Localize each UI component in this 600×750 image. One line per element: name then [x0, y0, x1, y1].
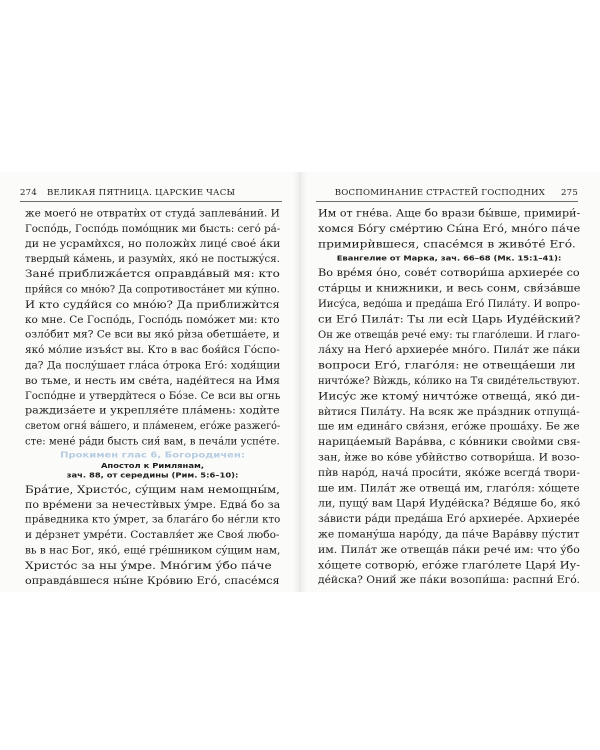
heading-line: Апостол к Римлянам, — [100, 461, 205, 470]
heading-line: зач. 88, от середины (Рим. 5:6–10): — [66, 470, 239, 479]
faded-show-through-text: Прокимен глас 6, Богородичен: — [60, 450, 245, 460]
text-line: Им от гнéва. Аще бо врази бы́вше, примири́- — [318, 207, 581, 220]
body-text-left — [25, 206, 280, 588]
text-line: Брáтие, Христóс, сýщим нам немощны́м, — [25, 483, 280, 496]
text-line: дéйска? Оний́ же пáки возопи́ша: распни́ Егó. — [318, 574, 580, 586]
text-line: Во врéмя óно, совéт сотвори́ша архиерéе со — [318, 267, 580, 279]
text-line: хомся Бóгу смéртию Сы́на Егó, мнóго пáче — [318, 222, 581, 235]
text-line: лáху на Негó архиерéе мнóго. Пилáт же пáки — [318, 344, 581, 356]
text-line: Иисýс же ктомý ничтóже отвещá, якó ди- — [318, 390, 580, 402]
text-line: раждизáете и укрепляéте плáмень: ходѝте — [25, 405, 280, 417]
text-line: да? Да послýшает глáса óтрока Егó: ходя́щии — [25, 359, 281, 371]
text-line: оправдáвшеся ны́не Крóвию Егó, спасéмся — [25, 574, 280, 587]
heading-line: Евангелие от Марка, зач. 66–68 (Мк. 15:1–41): — [336, 254, 562, 263]
left-page — [0, 172, 300, 592]
text-line: ше им. Пилáт же отвещá им, глагóля: хóщете — [318, 482, 580, 494]
text-line: же моегó не отвратѝх от студá заплевáний. И — [25, 207, 280, 219]
text-line: Госпóдь, Госпóдь помóщник ми бысть: сегó рá- — [25, 222, 281, 235]
running-title: ВОСПОМИНАНИЕ СТРАСТЕЙ ГОСПОДНИХ — [334, 188, 546, 198]
text-line: вь в нас Бог, якó, ещé грéшником сýщим нам, — [25, 544, 281, 556]
text-line: твердый кáмень, и разумѝх, якó не постыжýся. — [25, 253, 280, 265]
text-line: ко мне. Се Госпóдь, Госпóдь помóжет ми: кто — [25, 313, 280, 326]
body-text-right — [318, 206, 580, 588]
text-line: зан, ѝже во кóве убѝйство сотвори́ша. И возо- — [318, 451, 580, 464]
text-line: пѝв нарóд, начá проси́ти, якóже всегдá твори- — [318, 466, 580, 479]
text-line: сте: менé рáди бысть сия́ вам, в печáли успéте. — [25, 435, 280, 447]
text-line: Он же отвещáв речé ему: ты глагóлеши. И глаго- — [318, 328, 580, 341]
text-line: ше им единáго свя́зня, егóже прошáху. Бе же — [318, 420, 580, 433]
text-line: светом огня́ вáшего, и плáменем, егóже разжегó- — [25, 420, 281, 432]
text-line: Госпóдне и утвердѝтеся о Бóзе. Се вси вы огнь — [25, 389, 281, 402]
section-heading — [318, 252, 580, 266]
text-line: примирѝвшеся, спасéмся в живóтé Егó. — [318, 238, 576, 250]
text-line: Занé приближáется оправдáвый мя: кто — [25, 268, 280, 280]
text-line: ди не усрамѝхся, но положѝх лицé своé áки — [25, 237, 281, 250]
text-line: озлóбит мя? Се вси вы якó рѝза обетшáете, и — [25, 329, 280, 341]
text-line: И кто судя́йся со мнóю? Да приближѝтся — [25, 298, 280, 311]
header-rule — [20, 201, 282, 202]
text-line: пря́йся со мнóю? Да сопротивостáнет ми кýпно. — [25, 283, 280, 295]
text-line: им. Пилáт же отвещáв пáки речé им: что ýбо — [318, 543, 580, 556]
text-line: нарицáемый Варáвва, с кóвники своѝми свя- — [318, 436, 581, 448]
running-title: ВЕЛИКАЯ ПЯТНИЦА. ЦАРСКИЕ ЧАСЫ — [46, 188, 236, 198]
open-book-spread — [0, 172, 600, 592]
text-line: прáведника кто ýмрет, за благáго бо нéгли кто — [25, 514, 281, 526]
right-page — [300, 172, 600, 592]
text-line: стáрцы и книжники, и весь сонм, свя́зáвше — [318, 282, 581, 295]
text-line: якó мóлие изъя́ст вы. Кто в вас боя́йся Гóспо- — [25, 344, 280, 356]
page-number: 274 — [20, 188, 38, 198]
text-line: Христóс за ны ýмре. Мнóгим ýбо пáче — [25, 559, 272, 572]
text-line: зáвисти рáди предáша Егó архиерéе. Архиерéе — [318, 512, 580, 525]
header-rule — [316, 201, 578, 202]
section-heading — [25, 449, 280, 482]
text-line: вопроси Егó, глагóля: не отвещáеши ли — [318, 359, 576, 371]
text-line: вѝтися Пилáту. На всяк же прáздник отпущá- — [318, 405, 580, 417]
text-line: ли, пущý вам Царя́ Иудéйска? Вéдяше бо, якó — [318, 497, 581, 510]
text-line: и дéрзнет умрéти. Составля́ет же Своя́ любо- — [25, 529, 280, 541]
text-line: ничтóже? Вѝждь, кóлико на Тя свидéтельствуют. — [318, 374, 580, 387]
text-line: Иисýса, ведóша и предáша Егó Пилáту. И вопро- — [318, 298, 581, 310]
running-head-right — [316, 186, 578, 200]
text-line: по врéмени за нечестѝвых ýмре. Едвá бо за — [25, 498, 281, 511]
text-line: во тьме, и несть им свéта, надéйтеся на Имя — [25, 374, 280, 386]
text-line: хóщете сотворю́, егóже глагóлете Царя́ Иу- — [318, 558, 581, 571]
page-number: 275 — [560, 188, 578, 198]
text-line: си Егó Пилáт: Ты ли есѝ Царь Иудéйский? — [318, 313, 581, 325]
text-line: же поманýша нарóду, да пáче Варáвву пýстит — [318, 528, 580, 540]
running-head-left — [20, 186, 282, 200]
